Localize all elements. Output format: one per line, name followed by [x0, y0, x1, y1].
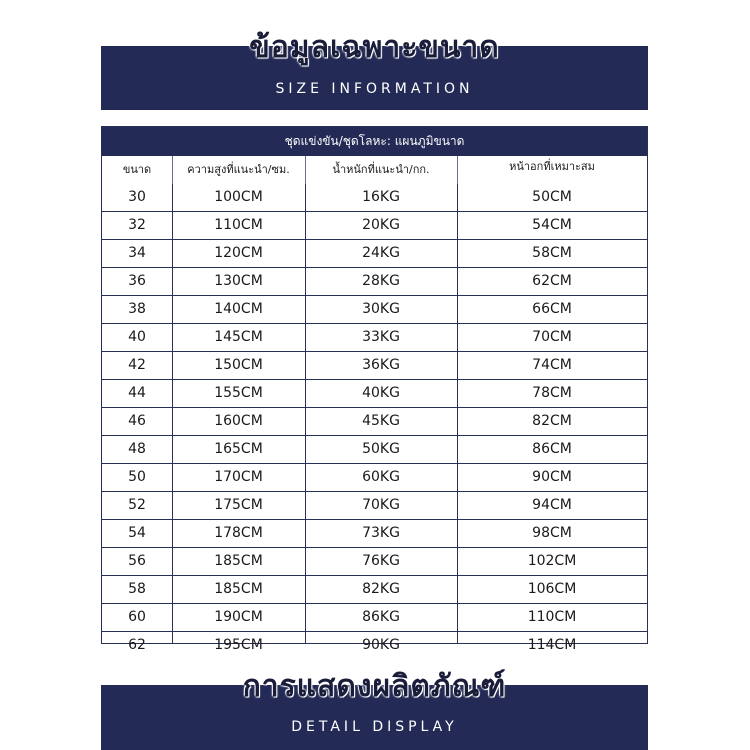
weight-cell: 40KG [362, 385, 400, 401]
size-cell: 32 [128, 217, 146, 233]
size-info-banner [101, 30, 648, 110]
size-chart-table [102, 127, 647, 653]
weight-cell: 50KG [362, 441, 400, 457]
chest-cell: 74CM [532, 357, 572, 373]
table-row [102, 492, 647, 520]
size-cell: 58 [128, 581, 146, 597]
weight-cell: 36KG [362, 357, 400, 373]
height-cell: 130CM [214, 273, 263, 289]
height-cell: 100CM [214, 189, 263, 205]
height-cell: 110CM [214, 217, 263, 233]
weight-cell: 73KG [362, 525, 400, 541]
table-row [102, 324, 647, 352]
size-chart-rows [102, 184, 647, 659]
height-cell: 140CM [214, 301, 263, 317]
weight-cell: 90KG [362, 637, 400, 653]
column-header-weight: น้ำหนักที่แนะนำ/กก. [332, 163, 430, 176]
detail-display-title: การแสดงผลิตภัณฑ์ [242, 669, 507, 704]
height-cell: 178CM [214, 525, 263, 541]
height-cell: 165CM [214, 441, 263, 457]
size-cell: 54 [128, 525, 146, 541]
table-row [102, 576, 647, 604]
size-cell: 56 [128, 553, 146, 569]
size-cell: 40 [128, 329, 146, 345]
height-cell: 145CM [214, 329, 263, 345]
size-cell: 34 [128, 245, 146, 261]
chest-cell: 102CM [527, 553, 577, 569]
table-row [102, 604, 647, 632]
size-cell: 60 [128, 609, 146, 625]
table-row [102, 184, 647, 212]
detail-display-subtitle: DETAIL DISPLAY [291, 719, 458, 735]
weight-cell: 28KG [362, 273, 400, 289]
size-cell: 44 [128, 385, 146, 401]
chest-cell: 82CM [532, 413, 572, 429]
weight-cell: 33KG [362, 329, 400, 345]
height-cell: 155CM [214, 385, 263, 401]
column-header-size: ขนาด [122, 163, 152, 176]
height-cell: 150CM [214, 357, 263, 373]
height-cell: 175CM [214, 497, 263, 513]
size-cell: 36 [128, 273, 146, 289]
table-row [102, 520, 647, 548]
chest-cell: 114CM [527, 637, 577, 653]
height-cell: 190CM [214, 609, 263, 625]
height-cell: 185CM [214, 581, 263, 597]
size-cell: 42 [128, 357, 146, 373]
detail-display-banner [101, 669, 648, 750]
column-divider [305, 184, 306, 643]
weight-cell: 70KG [362, 497, 400, 513]
chest-cell: 62CM [532, 273, 572, 289]
table-row [102, 268, 647, 296]
header-divider [305, 156, 306, 184]
column-header-chest: หน้าอกที่เหมาะสม [509, 160, 595, 173]
height-cell: 195CM [214, 637, 263, 653]
chest-cell: 86CM [532, 441, 572, 457]
table-row [102, 240, 647, 268]
table-row [102, 464, 647, 492]
size-cell: 30 [128, 189, 146, 205]
height-cell: 170CM [214, 469, 263, 485]
size-cell: 50 [128, 469, 146, 485]
chest-cell: 50CM [532, 189, 572, 205]
chest-cell: 66CM [532, 301, 572, 317]
weight-cell: 76KG [362, 553, 400, 569]
weight-cell: 20KG [362, 217, 400, 233]
chest-cell: 98CM [532, 525, 572, 541]
size-chart-title: ชุดแข่งขัน/ชุดโลหะ: แผนภูมิขนาด [102, 127, 647, 156]
chest-cell: 90CM [532, 469, 572, 485]
column-divider [172, 184, 173, 643]
height-cell: 185CM [214, 553, 263, 569]
weight-cell: 60KG [362, 469, 400, 485]
height-cell: 120CM [214, 245, 263, 261]
column-divider [457, 184, 458, 643]
weight-cell: 16KG [362, 189, 400, 205]
table-row [102, 408, 647, 436]
height-cell: 160CM [214, 413, 263, 429]
weight-cell: 24KG [362, 245, 400, 261]
chest-cell: 106CM [527, 581, 577, 597]
size-cell: 52 [128, 497, 146, 513]
weight-cell: 82KG [362, 581, 400, 597]
chest-cell: 110CM [527, 609, 577, 625]
chest-cell: 78CM [532, 385, 572, 401]
header-divider [457, 156, 458, 184]
chest-cell: 54CM [532, 217, 572, 233]
size-info-subtitle: SIZE INFORMATION [275, 81, 474, 97]
table-row [102, 436, 647, 464]
table-row [102, 380, 647, 408]
table-row [102, 352, 647, 380]
weight-cell: 45KG [362, 413, 400, 429]
chest-cell: 58CM [532, 245, 572, 261]
column-header-height: ความสูงที่แนะนำ/ซม. [187, 163, 290, 176]
chest-cell: 94CM [532, 497, 572, 513]
table-row [102, 548, 647, 576]
size-info-title: ข้อมูลเฉพาะขนาด [249, 30, 500, 65]
size-cell: 46 [128, 413, 146, 429]
chest-cell: 70CM [532, 329, 572, 345]
size-cell: 38 [128, 301, 146, 317]
header-divider [172, 156, 173, 184]
weight-cell: 30KG [362, 301, 400, 317]
table-row [102, 212, 647, 240]
weight-cell: 86KG [362, 609, 400, 625]
size-cell: 48 [128, 441, 146, 457]
size-cell: 62 [128, 637, 146, 653]
table-row [102, 632, 647, 659]
table-row [102, 296, 647, 324]
